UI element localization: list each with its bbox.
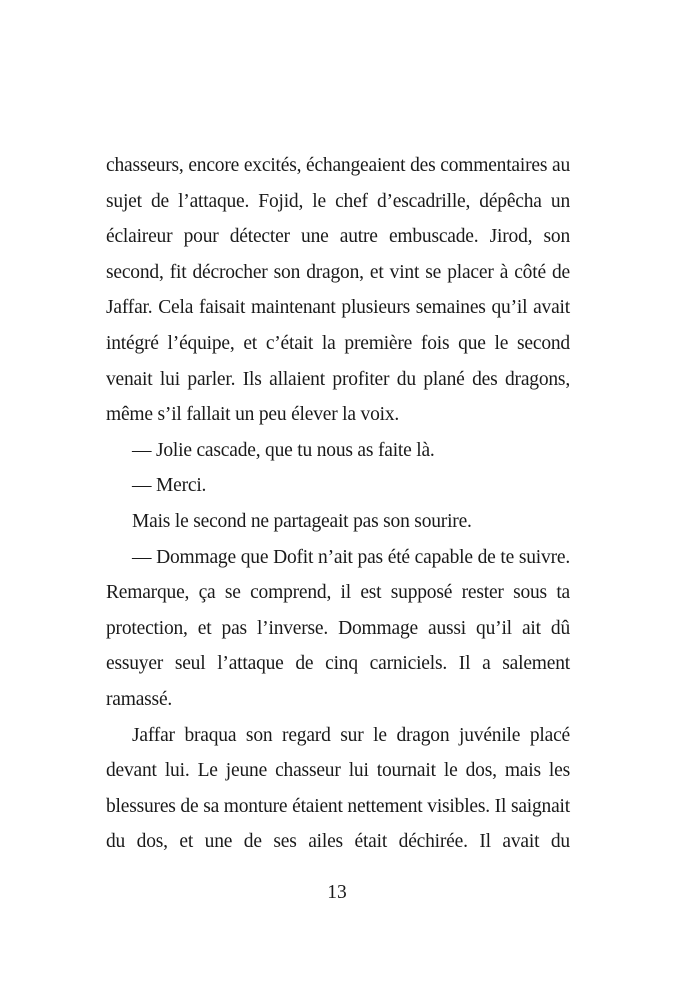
- paragraph: Jaffar braqua son regard sur le dragon juvénile placé devant lui. Le jeune chasseur lui tournait le dos, mais les blessures de sa monture étaient nettement visibles. Il saignait du dos, et une de ses ailes était déchirée. Il avait du: [106, 724, 570, 853]
- paragraph: Mais le second ne partageait pas son sourire.: [132, 510, 472, 532]
- page-number: 13: [327, 882, 347, 903]
- paragraph: — Jolie cascade, que tu nous as faite là.: [132, 439, 435, 461]
- paragraph: — Dommage que Dofit n’ait pas été capable de te suivre. Remarque, ça se comprend, il est supposé rester sous ta protection, et pas l’inverse. Dommage aussi qu’il ait dû essuyer seul l’attaque de cinq carniciels. Il a salement ramassé.: [106, 546, 570, 710]
- paragraph: — Merci.: [132, 475, 207, 497]
- paragraph: chasseurs, encore excités, échangeaient des commentaires au sujet de l’attaque. Fojid, le chef d’escadrille, dépêcha un éclaireur pour détecter une autre embuscade. Jirod, son second, fit décrocher son dragon, et vint se placer à côté de Jaffar. Cela faisait maintenant plusieurs semaines qu’il avait intégré l’équipe, et c’était la première fois que le second venait lui parler. Ils allaient profiter du plané des dragons, même s’il fallait un peu élever la voix.: [106, 155, 570, 426]
- body-text: [106, 148, 570, 860]
